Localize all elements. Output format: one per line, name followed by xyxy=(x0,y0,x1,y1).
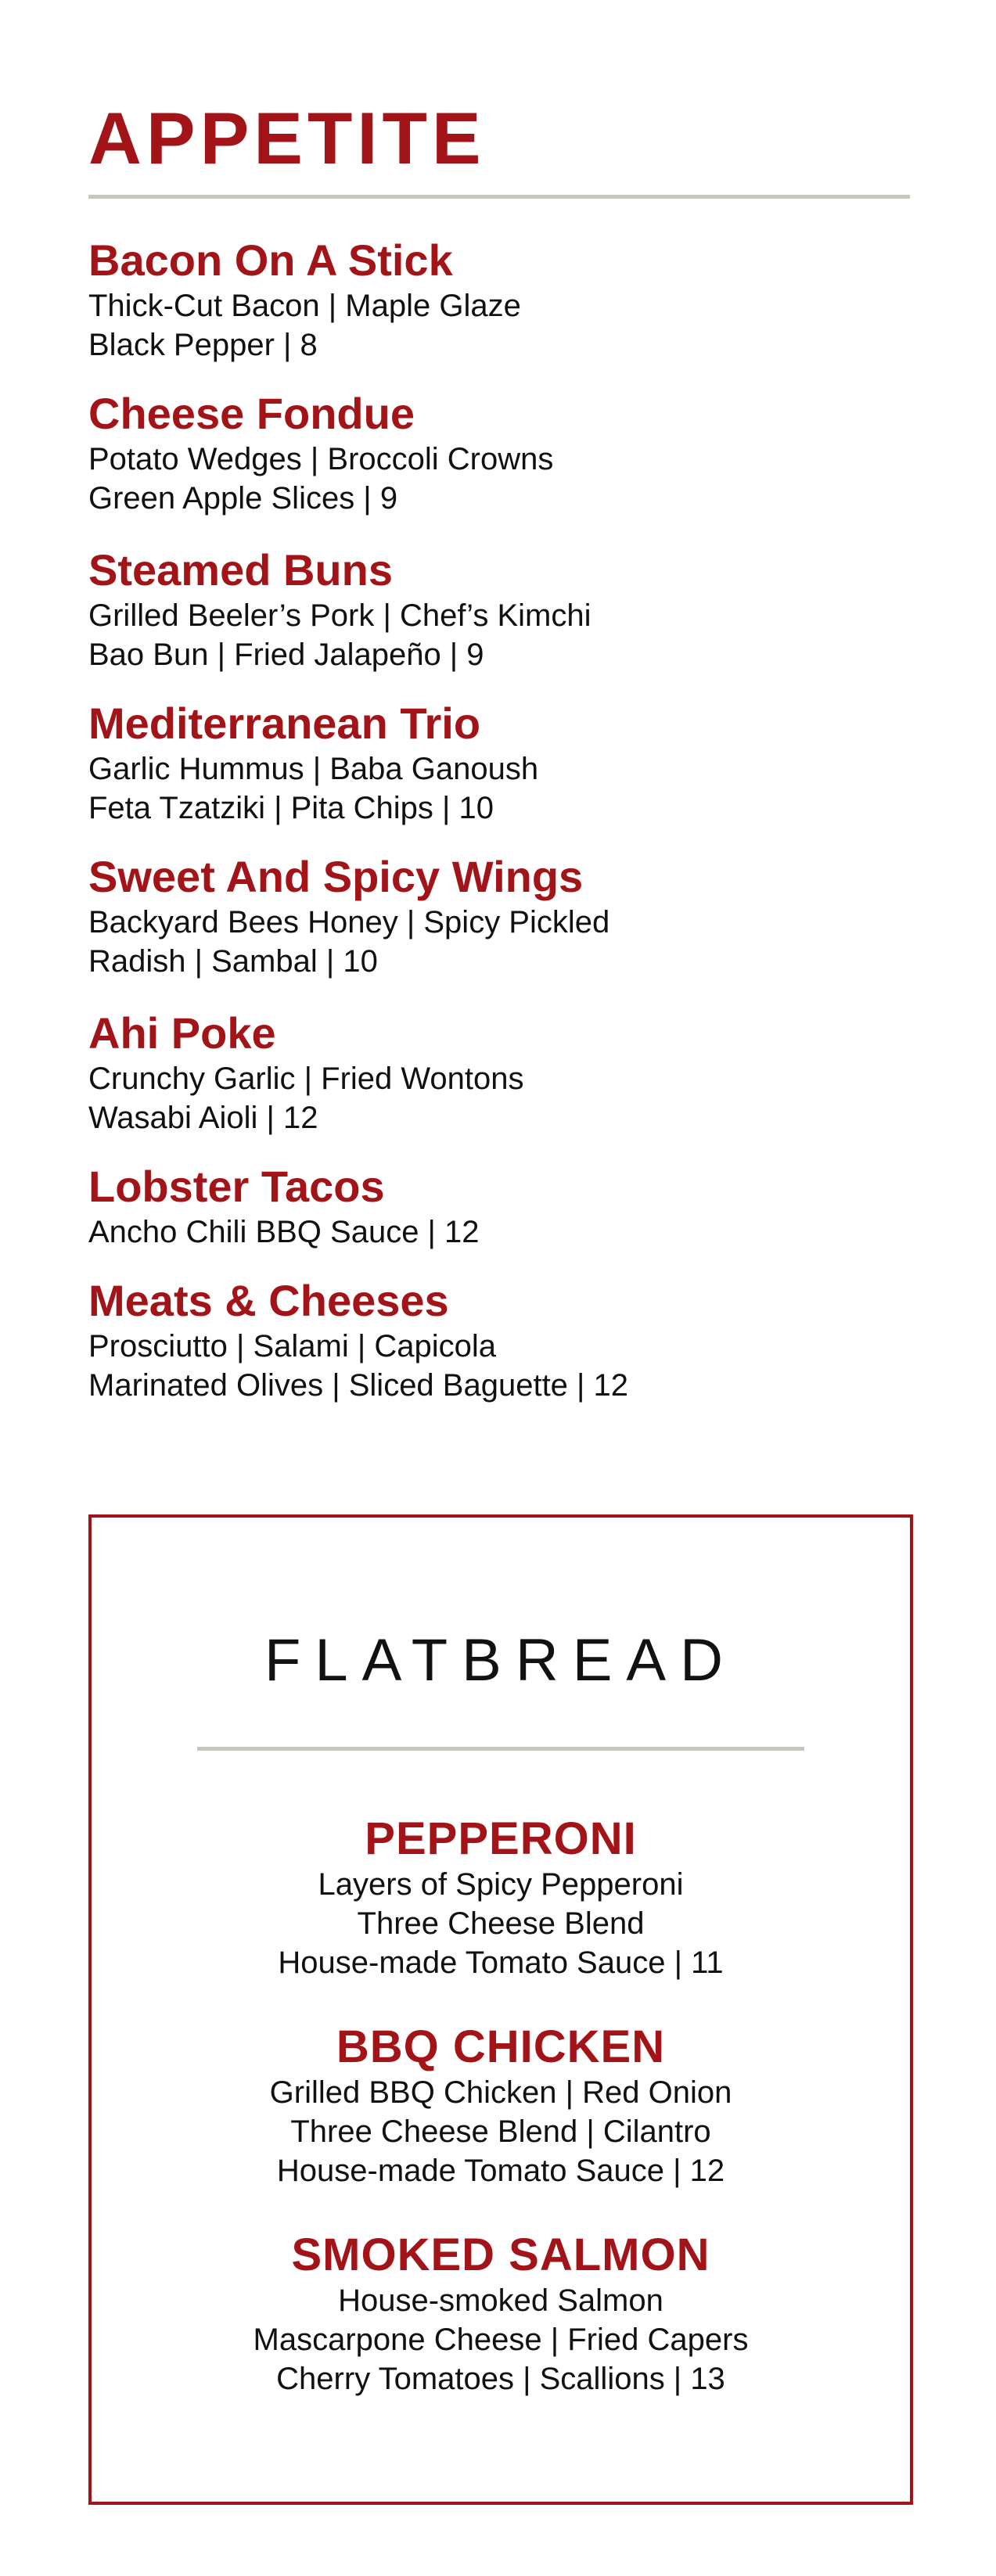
menu-item-description: Green Apple Slices | 9 xyxy=(88,481,398,516)
menu-item-name: Sweet And Spicy Wings xyxy=(88,852,584,901)
flatbread-item-description: Mascarpone Cheese | Fried Capers xyxy=(253,2323,749,2357)
menu-item-description: Radish | Sambal | 10 xyxy=(88,944,378,979)
menu-item-description: Marinated Olives | Sliced Baguette | 12 xyxy=(88,1368,629,1403)
flatbread-item-description: Layers of Spicy Pepperoni xyxy=(318,1867,684,1902)
menu-item-name: Bacon On A Stick xyxy=(88,235,453,285)
menu-item-description: Grilled Beeler’s Pork | Chef’s Kimchi xyxy=(88,598,591,633)
appetite-title: APPETITE xyxy=(88,97,486,179)
flatbread-title: FLATBREAD xyxy=(264,1627,737,1694)
flatbread-item-pepperoni xyxy=(92,1813,910,1982)
menu-item-meats-and-cheeses xyxy=(88,1275,910,1405)
menu-item-name: Steamed Buns xyxy=(88,545,393,595)
menu-item-name: Lobster Tacos xyxy=(88,1162,385,1211)
flatbread-item-description: Grilled BBQ Chicken | Red Onion xyxy=(269,2075,732,2110)
flatbread-item-name: SMOKED SALMON xyxy=(291,2229,710,2280)
menu-item-name: Cheese Fondue xyxy=(88,389,415,438)
flatbread-item-description: House-made Tomato Sauce | 12 xyxy=(276,2154,725,2188)
menu-item-description: Garlic Hummus | Baba Ganoush xyxy=(88,752,539,786)
menu-item-name: Ahi Poke xyxy=(88,1008,276,1058)
flatbread-item-description: Three Cheese Blend xyxy=(357,1906,645,1941)
menu-item-description: Crunchy Garlic | Fried Wontons xyxy=(88,1062,524,1096)
flatbread-item-smoked-salmon xyxy=(92,2229,910,2398)
menu-item-description: Potato Wedges | Broccoli Crowns xyxy=(88,442,554,476)
flatbread-divider xyxy=(197,1747,804,1751)
flatbread-box xyxy=(88,1514,913,2505)
flatbread-item-bbq-chicken xyxy=(92,2021,910,2190)
menu-item-description: Feta Tzatziki | Pita Chips | 10 xyxy=(88,791,494,825)
menu-item-description: Black Pepper | 8 xyxy=(88,328,318,362)
flatbread-item-name: BBQ CHICKEN xyxy=(336,2021,666,2072)
menu-item-mediterranean-trio xyxy=(88,698,910,828)
menu-item-name: Mediterranean Trio xyxy=(88,699,481,748)
menu-item-description: Wasabi Aioli | 12 xyxy=(88,1101,318,1135)
menu-item-name: Meats & Cheeses xyxy=(88,1276,449,1325)
menu-item-description: Backyard Bees Honey | Spicy Pickled xyxy=(88,905,610,940)
flatbread-item-description: Cherry Tomatoes | Scallions | 13 xyxy=(276,2362,725,2396)
menu-item-ahi-poke xyxy=(88,1008,910,1137)
menu-item-sweet-and-spicy-wings xyxy=(88,851,910,981)
appetite-divider xyxy=(88,195,910,199)
flatbread-item-description: House-smoked Salmon xyxy=(338,2283,663,2318)
flatbread-item-description: Three Cheese Blend | Cilantro xyxy=(290,2114,711,2149)
menu-item-description: Thick-Cut Bacon | Maple Glaze xyxy=(88,289,521,323)
menu-item-lobster-tacos xyxy=(88,1161,910,1252)
menu-item-cheese-fondue xyxy=(88,388,910,518)
menu-item-description: Bao Bun | Fried Jalapeño | 9 xyxy=(88,638,484,672)
flatbread-item-description: House-made Tomato Sauce | 11 xyxy=(278,1945,724,1980)
flatbread-item-name: PEPPERONI xyxy=(365,1813,637,1864)
menu-item-description: Ancho Chili BBQ Sauce | 12 xyxy=(88,1215,480,1249)
menu-item-description: Prosciutto | Salami | Capicola xyxy=(88,1329,496,1363)
menu-item-bacon-on-a-stick xyxy=(88,235,910,365)
menu-item-steamed-buns xyxy=(88,544,910,674)
